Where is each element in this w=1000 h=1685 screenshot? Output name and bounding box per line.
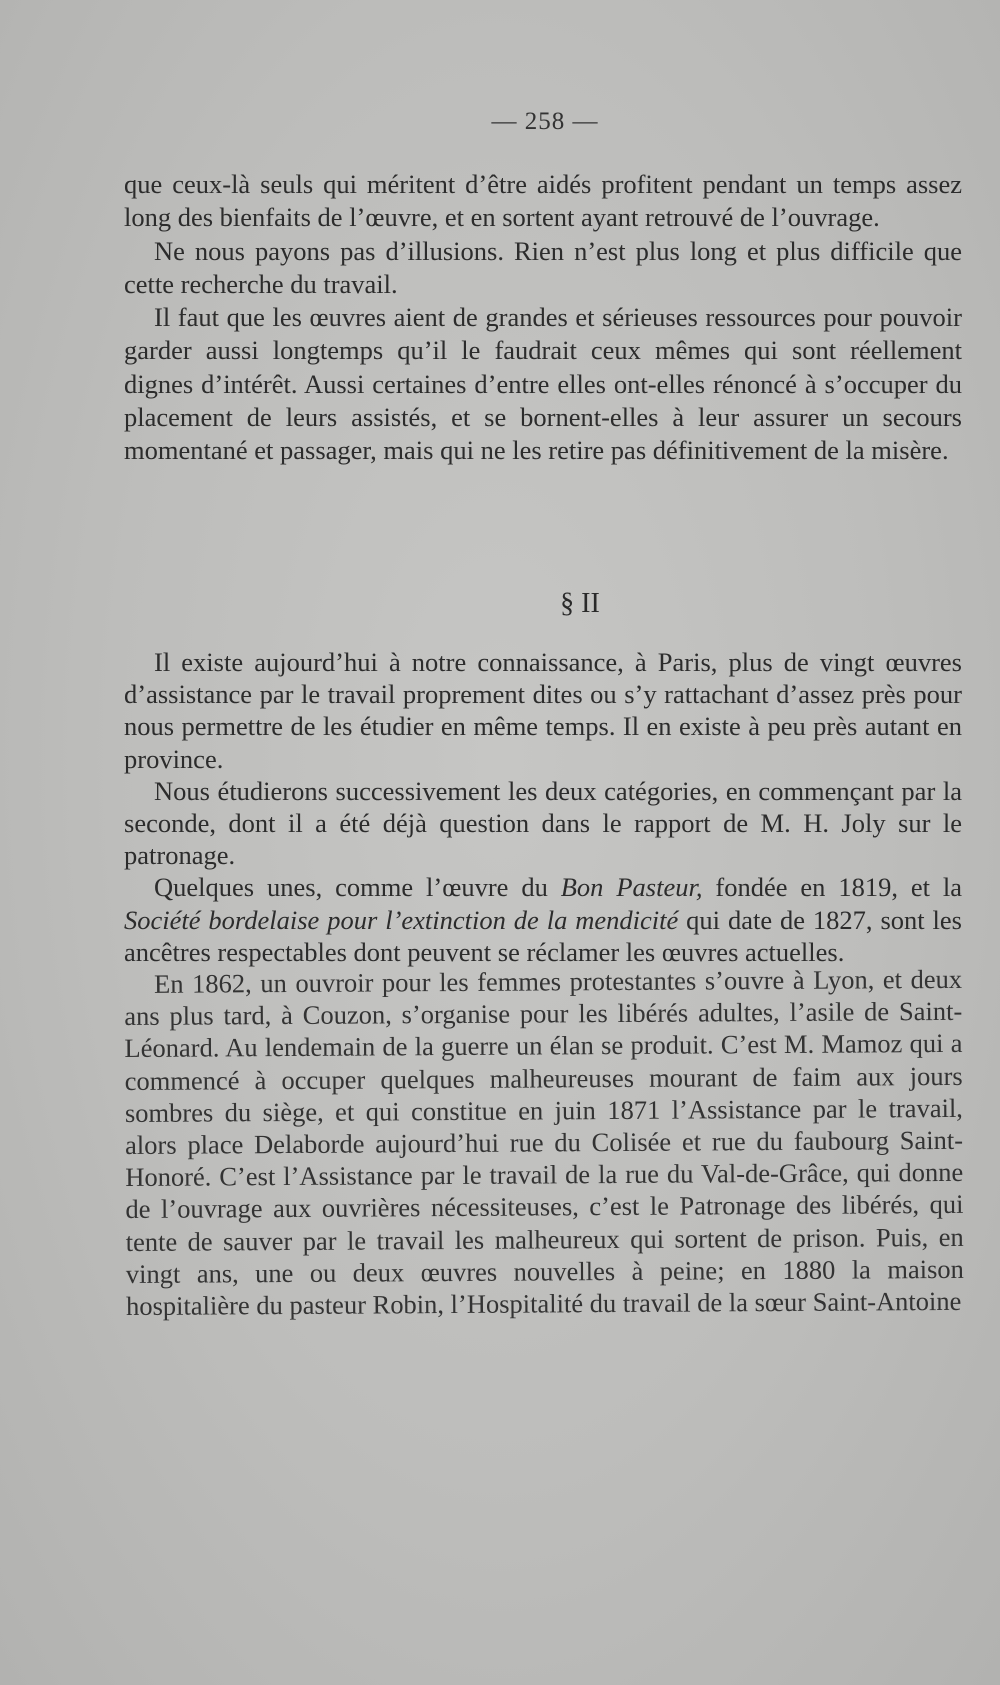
italic-bon-pasteur: Bon Pasteur, (560, 872, 703, 903)
paragraph-bon-pasteur (124, 871, 962, 968)
paragraph-illusions: Ne nous payons pas d’illusions. Rien n’est plus long et plus difficile que cette recherche du travail. (124, 235, 962, 299)
text-run: fondée en 1819, et la (702, 872, 963, 903)
italic-societe-bordelaise: Société bordelaise pour l’extinction de la mendicité (124, 904, 679, 935)
paragraph-1862: En 1862, un ouvroir pour les femmes protestantes s’ouvre à Lyon, et deux ans plus tard, à Couzon, s’organise pour les libérés adultes, l’asile de Saint-Léonard. Au lendemain de la guerre un élan se produit. C’est M. Mamoz qui a commencé à occuper quelques malheureuses mourant de faim aux jours sombres du siège, et qui constitue en juin 1871 l’Assistance par le travail, alors place Delaborde aujourd’hui rue du Colisée et rue du faubourg Saint-Honoré. C’est l’Assistance par le travail de la rue du Val-de-Grâce, qui donne de l’ouvrage aux ouvrières nécessiteuses, c’est le Patronage des libérés, qui tente de sauver par le travail les malheureux qui sortent de prison. Puis, en vingt ans, une ou deux œuvres nouvelles à peine; en 1880 la maison hospitalière du pasteur Robin, l’Hospitalité du travail de la sœur Saint-Antoine (124, 963, 964, 1322)
paragraph-existe: Il existe aujourd’hui à notre connaissance, à Paris, plus de vingt œuvres d’assistance par le travail proprement dites ou s’y rattachant d’assez près pour nous permettre de les étudier en même temps. Il en existe à peu près autant en province. (124, 647, 962, 774)
paragraph-ressources: Il faut que les œuvres aient de grandes et sérieuses ressources pour pouvoir garder aussi longtemps qu’il le faudrait ceux mêmes qui sont réellement dignes d’intérêt. Aussi certaines d’entre elles ont-elles rénoncé à s’occuper du placement de leurs assistés, et se bornent-elles à leur assurer un secours momentané et passager, mais qui ne les retire pas définitivement de la misère. (124, 302, 962, 466)
text-run: Quelques unes, comme l’œuvre du (154, 872, 561, 903)
paragraph-etudierons: Nous étudierons successivement les deux catégories, en commençant par la seconde, dont il a été déjà question dans le rapport de M. H. Joly sur le patronage. (124, 775, 962, 871)
text-block-lower (124, 646, 962, 1322)
page-number: — 258 — (491, 108, 599, 135)
paragraph-continuation: que ceux-là seuls qui méritent d’être aidés profitent pendant un temps assez long des bienfaits de l’œuvre, et en sortent ayant retrouvé de l’ouvrage. (124, 169, 962, 233)
section-heading: § II (560, 588, 600, 619)
text-run: qui date de 1827, sont les ancêtres respectables dont peuvent se réclamer les œuvres actuelles. (124, 904, 962, 967)
text-block-upper (124, 168, 962, 468)
